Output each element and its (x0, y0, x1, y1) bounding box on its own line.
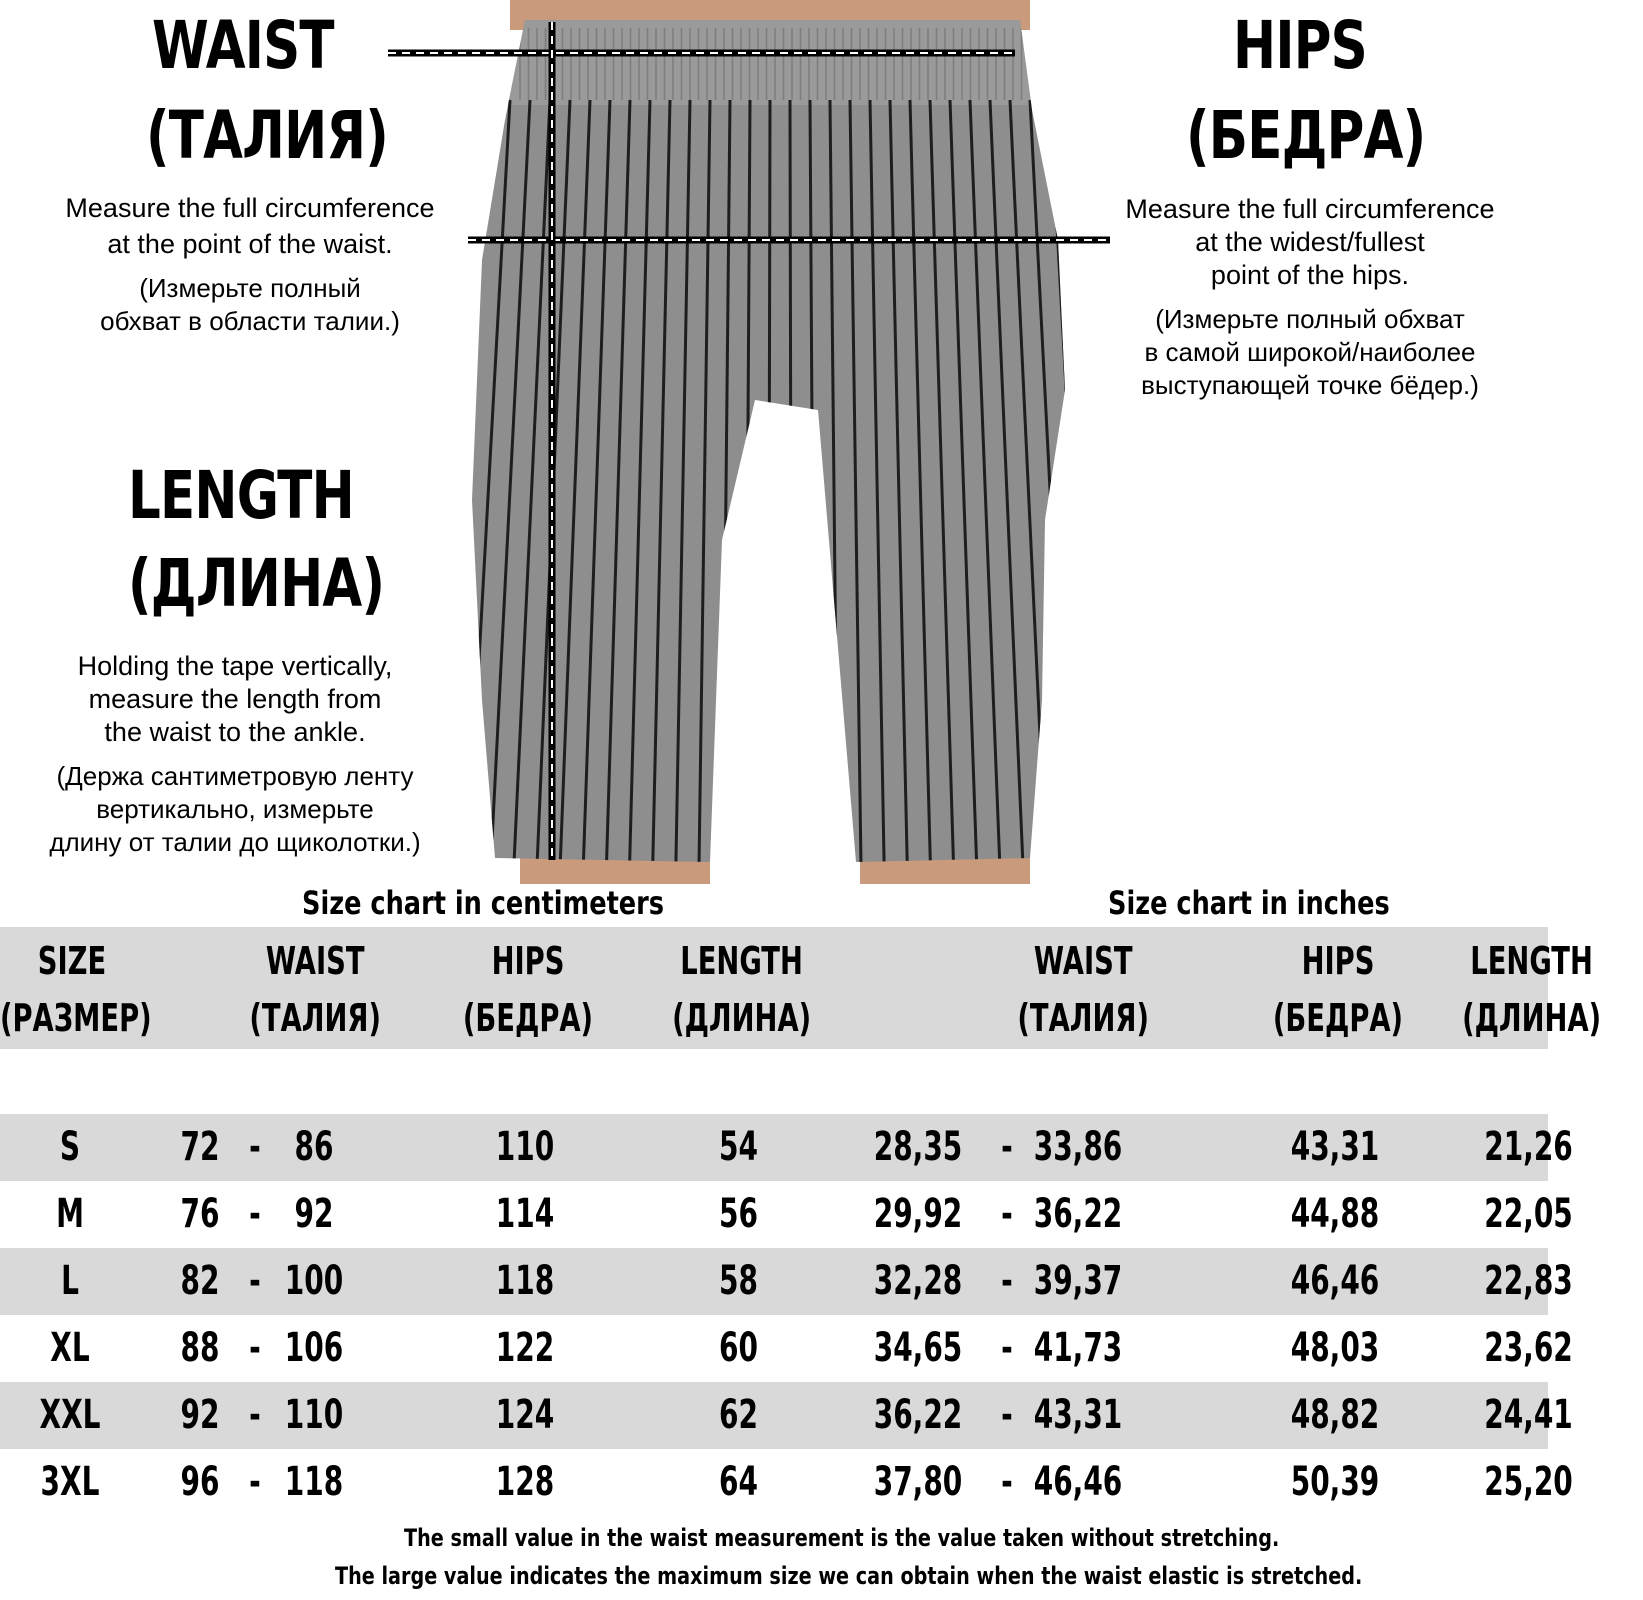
cell-hips-in: 43,31 (1290, 1124, 1380, 1170)
cell-length-in: 22,05 (1484, 1191, 1573, 1237)
cell-waist-max-in: 33,86 (1033, 1124, 1123, 1170)
cell-waist-max-in: 41,73 (1033, 1325, 1123, 1371)
cell-hips: 122 (495, 1325, 555, 1371)
cell-waist-min-in: 28,35 (873, 1124, 963, 1170)
cell-waist-min-in: 32,28 (873, 1258, 963, 1304)
cell-hips-in: 48,82 (1290, 1392, 1380, 1438)
cell-length: 62 (719, 1392, 758, 1438)
length-desc-line: the waist to the ankle. (104, 717, 366, 747)
length-desc-ru-line: длину от талии до щиколотки.) (49, 827, 421, 857)
cell-dash: - (249, 1325, 261, 1371)
length-desc-line: Holding the tape vertically, (77, 651, 393, 681)
cell-length: 64 (719, 1459, 758, 1505)
table-header-hips-ru: (БЕДРА) (1272, 996, 1404, 1040)
cell-hips-in: 44,88 (1290, 1191, 1380, 1237)
table-header-waist: WAIST (265, 939, 365, 983)
cell-waist-min-in: 34,65 (873, 1325, 963, 1371)
length-title-ru: (ДЛИНА) (128, 545, 385, 622)
cell-waist-min-in: 36,22 (873, 1392, 963, 1438)
cell-waist-max-in: 43,31 (1033, 1392, 1123, 1438)
cell-length-in: 22,83 (1484, 1258, 1573, 1304)
hips-desc-line: Measure the full circumference (1125, 194, 1495, 224)
cell-waist-max: 110 (284, 1392, 344, 1438)
cell-hips-in: 50,39 (1290, 1459, 1380, 1505)
cell-dash: - (1001, 1124, 1013, 1170)
hips-title-ru: (БЕДРА) (1186, 97, 1426, 174)
cell-length: 54 (719, 1124, 758, 1170)
cell-dash: - (1001, 1258, 1013, 1304)
table-header-hips-ru: (БЕДРА) (462, 996, 594, 1040)
cell-hips-in: 48,03 (1290, 1325, 1380, 1371)
cell-waist-min: 76 (180, 1191, 220, 1237)
hips-title: HIPS (1233, 7, 1367, 84)
shorts-illustration (460, 0, 1100, 884)
table-header-length: LENGTH (680, 939, 803, 983)
hips-desc-line: at the widest/fullest (1195, 227, 1425, 257)
cell-size: M (56, 1191, 84, 1237)
length-desc-ru-line: (Держа сантиметровую ленту (56, 761, 414, 791)
cell-length: 58 (719, 1258, 758, 1304)
cell-length-in: 25,20 (1484, 1459, 1573, 1505)
cell-size: XL (50, 1325, 90, 1371)
table-header-hips: HIPS (491, 939, 565, 983)
hips-desc-ru-line: выступающей точке бёдер.) (1141, 370, 1479, 400)
cell-hips: 114 (495, 1191, 555, 1237)
hips-desc-line: point of the hips. (1210, 260, 1410, 290)
cell-length-in: 24,41 (1484, 1392, 1573, 1438)
table-header-waist-ru: (ТАЛИЯ) (1017, 996, 1149, 1040)
size-chart-in-title: Size chart in inches (1108, 884, 1390, 922)
cell-waist-min-in: 29,92 (873, 1191, 963, 1237)
waist-desc-ru-line: обхват в области талии.) (100, 306, 400, 336)
waist-desc-ru-line: (Измерьте полный (139, 273, 361, 303)
table-header-hips: HIPS (1301, 939, 1375, 983)
cell-size: XXL (39, 1392, 101, 1438)
hips-description-ru (1090, 303, 1530, 402)
cell-waist-max: 92 (294, 1191, 334, 1237)
size-chart-cm-title: Size chart in centimeters (302, 884, 665, 922)
cell-waist-min: 82 (180, 1258, 220, 1304)
waist-description-ru (20, 272, 480, 338)
cell-dash: - (1001, 1459, 1013, 1505)
cell-hips-in: 46,46 (1290, 1258, 1380, 1304)
footnote-2: The large value indicates the maximum size we can obtain when the waist elastic is stretched. (335, 1562, 1363, 1590)
table-header-length: LENGTH (1470, 939, 1593, 983)
length-desc-ru-line: вертикально, измерьте (96, 794, 374, 824)
cell-dash: - (1001, 1325, 1013, 1371)
footnote-1: The small value in the waist measurement is the value taken without stretching. (404, 1524, 1280, 1552)
cell-hips: 124 (495, 1392, 555, 1438)
cell-dash: - (249, 1124, 261, 1170)
cell-length-in: 23,62 (1484, 1325, 1573, 1371)
length-description (0, 650, 470, 749)
cell-waist-max: 100 (284, 1258, 344, 1304)
cell-dash: - (249, 1392, 261, 1438)
hips-desc-ru-line: (Измерьте полный обхват (1155, 304, 1465, 334)
cell-waist-min: 72 (180, 1124, 220, 1170)
cell-waist-max: 86 (294, 1124, 334, 1170)
cell-dash: - (249, 1191, 261, 1237)
cell-hips: 118 (495, 1258, 555, 1304)
cell-dash: - (1001, 1392, 1013, 1438)
cell-dash: - (1001, 1191, 1013, 1237)
waist-desc-line: at the point of the waist. (107, 229, 393, 259)
cell-size: 3XL (40, 1459, 100, 1505)
cell-dash: - (249, 1258, 261, 1304)
table-header-length-ru: (ДЛИНА) (672, 996, 812, 1040)
cell-length: 60 (719, 1325, 758, 1371)
cell-waist-max-in: 39,37 (1033, 1258, 1123, 1304)
cell-hips: 128 (495, 1459, 555, 1505)
table-header-waist: WAIST (1033, 939, 1133, 983)
pinstripe (768, 100, 770, 880)
waist-title: WAIST (152, 7, 334, 84)
cell-size: L (61, 1258, 79, 1304)
cell-waist-max-in: 46,46 (1033, 1459, 1123, 1505)
hips-desc-ru-line: в самой широкой/наиболее (1144, 337, 1476, 367)
cell-length: 56 (719, 1191, 758, 1237)
pinstripe (1050, 100, 1093, 880)
table-header-length-ru: (ДЛИНА) (1462, 996, 1602, 1040)
cell-dash: - (249, 1459, 261, 1505)
hips-description (1090, 193, 1530, 292)
cell-waist-max: 118 (284, 1459, 344, 1505)
table-header-size: SIZE (37, 939, 107, 983)
cell-waist-max-in: 36,22 (1033, 1191, 1123, 1237)
cell-waist-min: 88 (180, 1325, 220, 1371)
table-header-waist-ru: (ТАЛИЯ) (249, 996, 381, 1040)
cell-hips: 110 (495, 1124, 555, 1170)
waist-desc-line: Measure the full circumference (65, 193, 435, 223)
waist-title-ru: (ТАЛИЯ) (146, 97, 389, 174)
cell-waist-min-in: 37,80 (873, 1459, 963, 1505)
cell-waist-min: 96 (180, 1459, 220, 1505)
pinstripe (790, 100, 792, 880)
length-description-ru (0, 760, 470, 859)
table-header-size-ru: (РАЗМЕР) (0, 996, 152, 1040)
cell-waist-min: 92 (180, 1392, 220, 1438)
length-desc-line: measure the length from (88, 684, 382, 714)
cell-waist-max: 106 (284, 1325, 344, 1371)
cell-length-in: 21,26 (1484, 1124, 1573, 1170)
waist-description (20, 190, 480, 262)
length-title: LENGTH (128, 457, 354, 534)
cell-size: S (59, 1124, 81, 1170)
